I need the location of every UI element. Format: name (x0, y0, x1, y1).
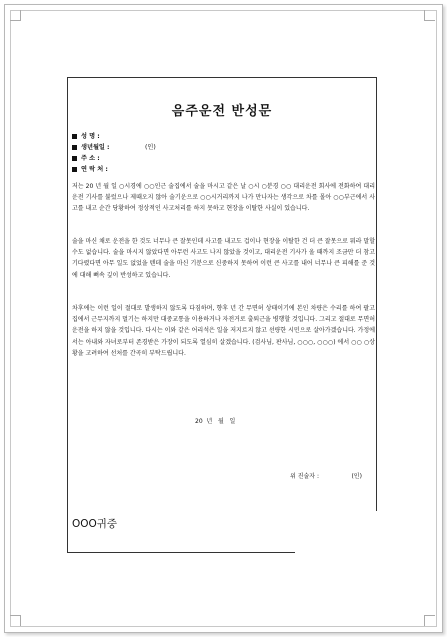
crop-mark-bottom-left (10, 615, 21, 626)
info-fields (72, 131, 372, 175)
bullet-square-icon (72, 167, 77, 172)
field-value: (인) (111, 144, 156, 151)
field-birthdate (72, 142, 372, 153)
field-name (72, 131, 372, 142)
document-border-bottom (67, 552, 295, 553)
field-address (72, 153, 372, 164)
bullet-square-icon (72, 134, 77, 139)
body-paragraph: 술을 마신 채로 운전을 한 것도 너무나 큰 잘못인데 사고를 내고도 겁이나 현장을 이탈한 건 더 큰 잘못으로 뭐라 말할 수도 없습니다. 술을 마시지 않았다면 아무런 사고도 나지 않았을 것이고, 대리운전 기사가 올 때까지 조금만 더 참고 기다렸다면 아무 일도 없었을 텐데 술을 마신 기분으로 신중하지 못하여 이런 큰 사고를 내어 너무나 큰 피해를 준 것에 대해 뼈속 깊이 반성하고 있습니다. (72, 238, 375, 279)
document-border-left (67, 77, 68, 552)
crop-mark-bottom-right (424, 615, 435, 626)
document-border-right (376, 77, 377, 511)
field-label: 생년월일 : (81, 144, 110, 151)
bullet-square-icon (72, 156, 77, 161)
signature-author: 위 진술자 : (인) (290, 473, 362, 480)
body-paragraph: 차후에는 이런 일이 절대로 발생하지 않도록 다짐하며, 향후 년 간 무면허 상태이기에 본인 차량은 수리를 하여 팔고 집에서 근무지까지 멀기는 하지만 대중교통을 이용하거나 자전거로 출퇴근을 병행할 것입니다. 그리고 절대로 무면허 운전을 하지 않을 것입니다. 다시는 이와 같은 어리석은 일을 저지르지 않고 선량한 시민으로 살아가겠습니다. 가정에서는 아내와 자녀로부터 존경받은 가장이 되도록 열심히 살겠습니다. (검사님, 판사님, ○○○, ○○○) 에서 ○○ ○상황을 고려하여 선처를 간곡히 부탁드립니다. (72, 305, 376, 357)
body-paragraph: 저는 20 년 월 일 ○시경에 ○○인근 술집에서 술을 마시고 같은 날 ○시 ○분경 ○○ 대리운전 회사에 전화하여 대리운전 기사를 불렀으나 제때오지 않아 술기운으로 ○○시거리까지 나가 만나자는 생각으로 차를 몰아 ○○부근에서 사고를 내고 순간 당황하여 정상적인 사고처리를 하지 못하고 현장을 이탈한 사실이 있습니다. (72, 183, 375, 213)
recipient: OOO귀중 (72, 518, 118, 530)
field-label: 주 소 : (81, 155, 100, 162)
crop-mark-top-right (424, 10, 435, 21)
document-title: 음주운전 반성문 (171, 104, 273, 119)
bullet-square-icon (72, 145, 77, 150)
crop-mark-top-left (10, 10, 21, 21)
field-contact (72, 164, 372, 175)
signature-date: 20 년 월 일 (195, 418, 236, 425)
field-label: 성 명 : (81, 133, 100, 140)
field-label: 연 락 처 : (81, 166, 108, 173)
document-border-top (67, 77, 377, 78)
